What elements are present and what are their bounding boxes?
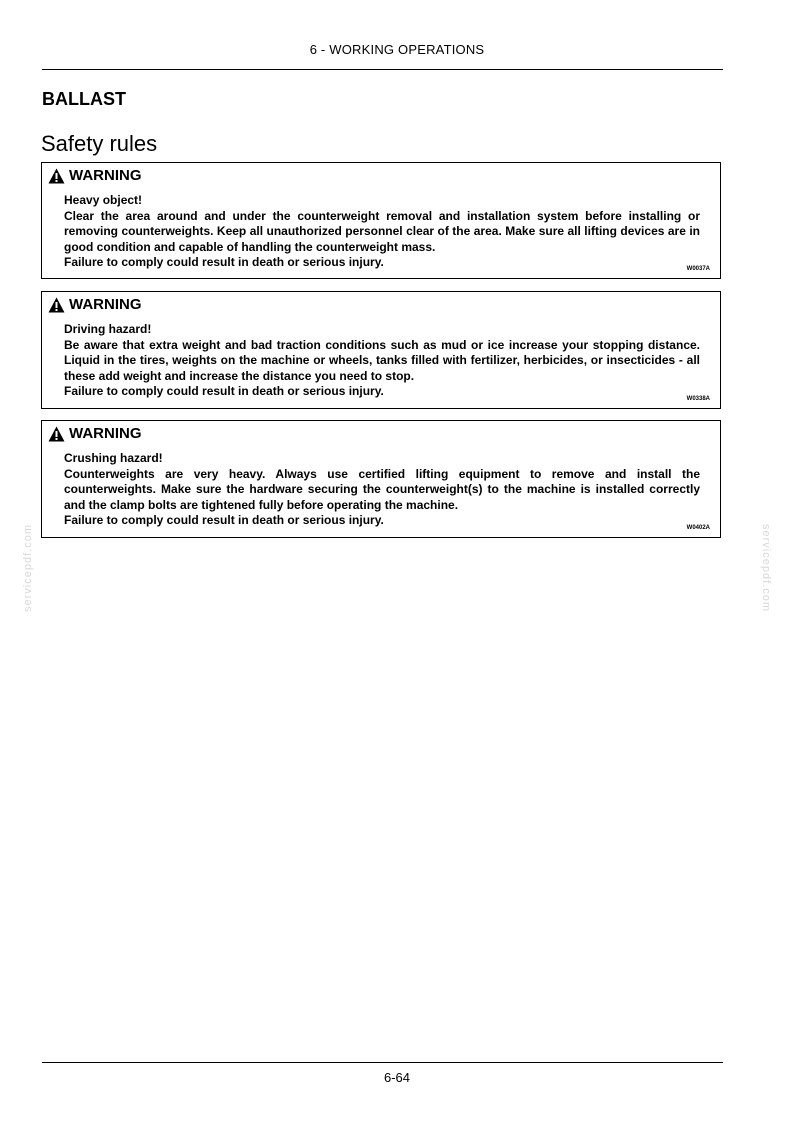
warning-description: Be aware that extra weight and bad traction conditions such as mud or ice increase your stopping distance. Liquid in the tires, weights on the machine or wheels, tanks filled with fertilizer, herbicides, or insecticides - all these add weight and increase the distance you need to stop. xyxy=(64,337,700,383)
warning-box-3 xyxy=(41,420,721,538)
warning-consequence: Failure to comply could result in death or serious injury. xyxy=(64,384,384,398)
warning-code: W0402A xyxy=(686,525,710,531)
warning-box-2 xyxy=(41,291,721,409)
warning-heading-label: WARNING xyxy=(69,167,142,184)
warning-heading-label: WARNING xyxy=(69,296,142,313)
warning-triangle-icon xyxy=(48,426,65,442)
warning-body xyxy=(64,193,700,271)
warning-heading-label: WARNING xyxy=(69,425,142,442)
warning-heading xyxy=(48,425,142,442)
warning-hazard-title: Heavy object! xyxy=(64,193,143,207)
warning-description: Counterweights are very heavy. Always use certified lifting equipment to remove and install the counterweights. Make sure the hardware securing the counterweight(s) to the machine is installed correctly and the clamp bolts are tightened fully before operating the machine. xyxy=(64,466,700,512)
warning-triangle-icon xyxy=(48,297,65,313)
section-subtitle: Safety rules xyxy=(41,131,158,156)
footer-rule xyxy=(42,1062,723,1063)
warning-hazard-title: Crushing hazard! xyxy=(64,451,163,465)
warning-consequence: Failure to comply could result in death or serious injury. xyxy=(64,255,384,269)
page-number: 6-64 xyxy=(383,1070,411,1085)
warning-description: Clear the area around and under the counterweight removal and installation system before installing or removing counterweights. Keep all unauthorized personnel clear of the area. Make sure all lifting devices are in good condition and capable of handling the counterweight mass. xyxy=(64,208,700,254)
warning-box-1 xyxy=(41,162,721,279)
warning-heading xyxy=(48,296,142,313)
watermark-left: servicepdf.com xyxy=(22,524,34,612)
warning-heading xyxy=(48,167,142,184)
section-title: BALLAST xyxy=(42,89,126,109)
warning-triangle-icon xyxy=(48,168,65,184)
warning-code: W0037A xyxy=(686,266,710,272)
warning-body xyxy=(64,322,700,400)
warning-hazard-title: Driving hazard! xyxy=(64,322,152,336)
warning-code: W0338A xyxy=(686,396,710,402)
header-rule xyxy=(42,69,723,70)
warning-body xyxy=(64,451,700,529)
watermark-right: servicepdf.com xyxy=(760,524,772,612)
warning-consequence: Failure to comply could result in death or serious injury. xyxy=(64,513,384,527)
page-header-title: 6 - WORKING OPERATIONS xyxy=(309,42,485,57)
